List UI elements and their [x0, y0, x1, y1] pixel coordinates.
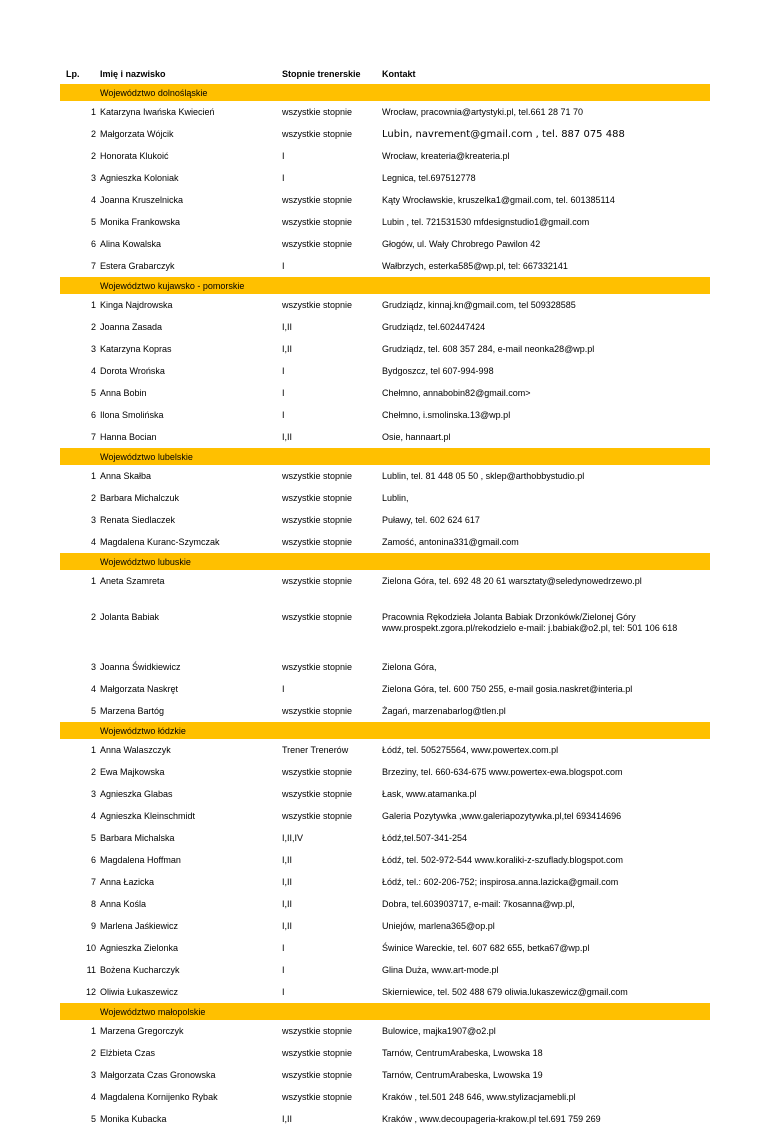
- row-number: 2: [90, 322, 96, 332]
- row-number: 4: [90, 1092, 96, 1102]
- row-number: 1: [90, 1026, 96, 1036]
- row-number: 6: [90, 410, 96, 420]
- trainer-contact: Łódź, tel. 505275564, www.powertex.com.pl: [382, 745, 559, 755]
- row-number: 4: [90, 366, 96, 376]
- trainer-degrees: I,II: [282, 921, 293, 931]
- trainer-contact: Zamość, antonina331@gmail.com: [382, 537, 519, 547]
- table-row: [60, 316, 710, 338]
- region-label: Województwo lubuskie: [100, 557, 191, 567]
- trainer-contact: Galeria Pozytywka ,www.galeriapozytywka.pl,tel 693414696: [382, 811, 622, 821]
- trainer-degrees: wszystkie stopnie: [282, 767, 353, 777]
- trainer-name: Monika Frankowska: [100, 217, 181, 227]
- trainer-name: Małgorzata Czas Gronowska: [100, 1070, 216, 1080]
- trainer-contact: Dobra, tel.603903717, e-mail: 7kosanna@wp.pl,: [382, 899, 575, 909]
- trainer-name: Joanna Zasada: [100, 322, 163, 332]
- trainer-contact: Lubin , tel. 721531530 mfdesignstudio1@gmail.com: [382, 217, 590, 227]
- table-row: [60, 1086, 710, 1108]
- trainer-degrees: I: [282, 173, 285, 183]
- row-number: 2: [90, 151, 96, 161]
- trainer-name: Barbara Michalczuk: [100, 493, 180, 503]
- trainer-name: Anna Walaszczyk: [100, 745, 171, 755]
- trainer-contact: Zielona Góra, tel. 692 48 20 61 warsztaty@seledynowedrzewo.pl: [382, 576, 642, 586]
- trainer-contact: Bulowice, majka1907@o2.pl: [382, 1026, 496, 1036]
- trainer-degrees: wszystkie stopnie: [282, 471, 353, 481]
- trainer-degrees: I,II: [282, 344, 293, 354]
- trainer-contact: Lublin,: [382, 493, 409, 503]
- trainer-name: Hanna Bocian: [100, 432, 157, 442]
- trainer-contact: Łódź, tel.: 602-206-752; inspirosa.anna.lazicka@gmail.com: [382, 877, 619, 887]
- table-row: [60, 606, 710, 656]
- trainer-name: Marzena Bartóg: [100, 706, 165, 716]
- trainer-contact: Bydgoszcz, tel 607-994-998: [382, 366, 494, 376]
- table-row: [60, 509, 710, 531]
- table-row: [60, 805, 710, 827]
- table-row: [60, 338, 710, 360]
- trainer-degrees: I,II: [282, 432, 293, 442]
- trainer-name: Ewa Majkowska: [100, 767, 165, 777]
- row-number: 1: [90, 107, 96, 117]
- trainer-name: Joanna Świdkiewicz: [100, 662, 181, 672]
- row-number: 7: [90, 261, 96, 271]
- table-header: [60, 62, 710, 84]
- row-number: 5: [90, 833, 96, 843]
- row-number: 3: [90, 662, 96, 672]
- region-header: [60, 277, 710, 294]
- row-number: 5: [90, 1114, 96, 1124]
- trainer-degrees: I,II: [282, 855, 293, 865]
- region-header: [60, 553, 710, 570]
- trainer-degrees: I: [282, 366, 285, 376]
- table-row: [60, 678, 710, 700]
- header-lp: Lp.: [66, 69, 80, 79]
- trainer-degrees: wszystkie stopnie: [282, 1048, 353, 1058]
- row-number: 7: [90, 432, 96, 442]
- table-row: [60, 1020, 710, 1042]
- header-contact: Kontakt: [382, 69, 416, 79]
- trainer-contact: Głogów, ul. Wały Chrobrego Pawilon 42: [382, 239, 541, 249]
- trainer-name: Joanna Kruszelnicka: [100, 195, 184, 205]
- row-number: 3: [90, 1070, 96, 1080]
- trainer-contact: Chełmno, i.smolinska.13@wp.pl: [382, 410, 511, 420]
- table-row: [60, 487, 710, 509]
- table-row: [60, 531, 710, 553]
- trainer-contact: Puławy, tel. 602 624 617: [382, 515, 480, 525]
- trainer-degrees: wszystkie stopnie: [282, 537, 353, 547]
- trainer-name: Marzena Gregorczyk: [100, 1026, 184, 1036]
- row-number: 3: [90, 515, 96, 525]
- trainer-degrees: wszystkie stopnie: [282, 107, 353, 117]
- table-row: [60, 465, 710, 487]
- table-row: [60, 849, 710, 871]
- table-row: [60, 145, 710, 167]
- trainer-degrees: wszystkie stopnie: [282, 612, 353, 622]
- trainer-degrees: wszystkie stopnie: [282, 576, 353, 586]
- trainer-contact: Grudziądz, tel. 608 357 284, e-mail neonka28@wp.pl: [382, 344, 595, 354]
- trainer-degrees: I,II: [282, 322, 293, 332]
- trainer-name: Monika Kubacka: [100, 1114, 167, 1124]
- trainer-contact: Pracownia Rękodzieła Jolanta Babiak Drzonkówk/Zielonej Góry www.prospekt.zgora.pl/rekodzielo e-mail: j.babiak@o2.pl, tel: 501 106 618: [382, 612, 678, 633]
- row-number: 3: [90, 344, 96, 354]
- trainer-name: Agnieszka Koloniak: [100, 173, 179, 183]
- row-number: 2: [90, 612, 96, 622]
- table-row: [60, 827, 710, 849]
- trainer-contact: Osie, hannaart.pl: [382, 432, 451, 442]
- table-row: [60, 700, 710, 722]
- table-row: [60, 981, 710, 1003]
- trainer-degrees: wszystkie stopnie: [282, 129, 353, 139]
- header-name: Imię i nazwisko: [100, 69, 166, 79]
- trainer-name: Marlena Jaśkiewicz: [100, 921, 179, 931]
- trainer-contact: Skierniewice, tel. 502 488 679 oliwia.lukaszewicz@gmail.com: [382, 987, 628, 997]
- table-row: [60, 783, 710, 805]
- trainer-contact: Lubin, navrement@gmail.com , tel. 887 075 488: [382, 129, 625, 140]
- trainer-contact: Łódź,tel.507-341-254: [382, 833, 468, 843]
- row-number: 4: [90, 537, 96, 547]
- trainer-contact: Żagań, marzenabarlog@tlen.pl: [382, 706, 506, 716]
- trainer-degrees: wszystkie stopnie: [282, 1070, 353, 1080]
- table-row: [60, 1042, 710, 1064]
- row-number: 1: [90, 300, 96, 310]
- trainer-contact: Tarnów, CentrumArabeska, Lwowska 18: [382, 1048, 543, 1058]
- table-row: [60, 404, 710, 426]
- region-header: [60, 1003, 710, 1020]
- trainer-name: Agnieszka Glabas: [100, 789, 173, 799]
- trainers-table: [60, 62, 710, 1130]
- trainer-name: Anna Łazicka: [100, 877, 155, 887]
- trainer-name: Honorata Klukoić: [100, 151, 169, 161]
- trainer-degrees: I: [282, 388, 285, 398]
- row-number: 5: [90, 706, 96, 716]
- trainer-contact: Łódź, tel. 502-972-544 www.koraliki-z-szuflady.blogspot.com: [382, 855, 623, 865]
- trainer-contact: Chełmno, annabobin82@gmail.com>: [382, 388, 531, 398]
- trainer-degrees: I: [282, 261, 285, 271]
- row-number: 6: [90, 855, 96, 865]
- region-label: Województwo lubelskie: [100, 452, 193, 462]
- table-row: [60, 101, 710, 123]
- trainer-contact: Brzeziny, tel. 660-634-675 www.powertex-ewa.blogspot.com: [382, 767, 623, 777]
- trainer-degrees: I,II,IV: [282, 833, 304, 843]
- trainer-degrees: I,II: [282, 1114, 293, 1124]
- row-number: 8: [90, 899, 96, 909]
- row-number: 1: [90, 576, 96, 586]
- trainer-name: Jolanta Babiak: [100, 612, 160, 622]
- table-row: [60, 739, 710, 761]
- table-row: [60, 123, 710, 145]
- trainer-contact: Lublin, tel. 81 448 05 50 , sklep@arthobbystudio.pl: [382, 471, 585, 481]
- trainer-contact: Wrocław, kreateria@kreateria.pl: [382, 151, 510, 161]
- trainer-contact: Glina Duża, www.art-mode.pl: [382, 965, 499, 975]
- region-header: [60, 722, 710, 739]
- row-number: 2: [90, 493, 96, 503]
- trainer-degrees: I: [282, 151, 285, 161]
- trainer-degrees: wszystkie stopnie: [282, 493, 353, 503]
- trainer-degrees: wszystkie stopnie: [282, 811, 353, 821]
- trainer-degrees: wszystkie stopnie: [282, 662, 353, 672]
- region-header: [60, 448, 710, 465]
- trainer-name: Magdalena Kornijenko Rybak: [100, 1092, 218, 1102]
- region-label: Województwo łódzkie: [100, 726, 186, 736]
- trainer-contact: Legnica, tel.697512778: [382, 173, 476, 183]
- trainer-name: Bożena Kucharczyk: [100, 965, 180, 975]
- trainer-name: Anna Kośla: [100, 899, 147, 909]
- trainer-name: Magdalena Hoffman: [100, 855, 181, 865]
- table-row: [60, 893, 710, 915]
- trainer-degrees: I,II: [282, 899, 293, 909]
- trainer-degrees: Trener Trenerów: [282, 745, 349, 755]
- trainer-degrees: wszystkie stopnie: [282, 1092, 353, 1102]
- row-number: 2: [90, 767, 96, 777]
- region-label: Województwo małopolskie: [100, 1007, 206, 1017]
- trainer-name: Magdalena Kuranc-Szymczak: [100, 537, 220, 547]
- row-number: 4: [90, 811, 96, 821]
- trainer-degrees: I: [282, 987, 285, 997]
- row-number: 7: [90, 877, 96, 887]
- trainer-contact: Kraków , www.decoupageria-krakow.pl tel.691 759 269: [382, 1114, 601, 1124]
- region-label: Województwo dolnośląskie: [100, 88, 208, 98]
- table-row: [60, 1064, 710, 1086]
- row-number: 3: [90, 789, 96, 799]
- region-header: [60, 84, 710, 101]
- trainer-name: Katarzyna Iwańska Kwiecień: [100, 107, 215, 117]
- trainer-degrees: wszystkie stopnie: [282, 789, 353, 799]
- region-label: Województwo kujawsko - pomorskie: [100, 281, 245, 291]
- trainer-degrees: wszystkie stopnie: [282, 300, 353, 310]
- table-row: [60, 233, 710, 255]
- trainer-contact: Wrocław, pracownia@artystyki.pl, tel.661 28 71 70: [382, 107, 584, 117]
- table-row: [60, 871, 710, 893]
- trainer-contact: Kraków , tel.501 248 646, www.stylizacjamebli.pl: [382, 1092, 576, 1102]
- trainer-degrees: wszystkie stopnie: [282, 1026, 353, 1036]
- trainer-contact: Wałbrzych, esterka585@wp.pl, tel: 667332141: [382, 261, 568, 271]
- trainer-name: Barbara Michalska: [100, 833, 175, 843]
- table-row: [60, 1108, 710, 1130]
- trainer-name: Aneta Szamreta: [100, 576, 165, 586]
- trainer-contact: Grudziądz, tel.602447424: [382, 322, 486, 332]
- trainer-name: Elżbieta Czas: [100, 1048, 156, 1058]
- row-number: 4: [90, 684, 96, 694]
- table-row: [60, 570, 710, 606]
- header-degrees: Stopnie trenerskie: [282, 69, 361, 79]
- trainer-degrees: wszystkie stopnie: [282, 217, 353, 227]
- row-number: 3: [90, 173, 96, 183]
- trainer-contact: Zielona Góra, tel. 600 750 255, e-mail gosia.naskret@interia.pl: [382, 684, 633, 694]
- table-body: [60, 84, 710, 1130]
- table-row: [60, 761, 710, 783]
- row-number: 4: [90, 195, 96, 205]
- trainer-contact: Uniejów, marlena365@op.pl: [382, 921, 495, 931]
- table-row: [60, 211, 710, 233]
- row-number: 6: [90, 239, 96, 249]
- trainer-contact: Świnice Wareckie, tel. 607 682 655, betka67@wp.pl: [382, 943, 590, 953]
- trainer-contact: Tarnów, CentrumArabeska, Lwowska 19: [382, 1070, 543, 1080]
- table-row: [60, 167, 710, 189]
- table-row: [60, 426, 710, 448]
- table-row: [60, 360, 710, 382]
- trainer-degrees: wszystkie stopnie: [282, 239, 353, 249]
- trainer-name: Małgorzata Naskręt: [100, 684, 179, 694]
- row-number: 10: [85, 943, 96, 953]
- trainer-name: Agnieszka Zielonka: [100, 943, 179, 953]
- trainer-contact: Grudziądz, kinnaj.kn@gmail.com, tel 509328585: [382, 300, 576, 310]
- trainer-degrees: wszystkie stopnie: [282, 515, 353, 525]
- table-row: [60, 294, 710, 316]
- table-row: [60, 382, 710, 404]
- table-row: [60, 189, 710, 211]
- trainer-degrees: I,II: [282, 877, 293, 887]
- row-number: 11: [86, 965, 96, 975]
- table-row: [60, 959, 710, 981]
- trainer-contact: Łask, www.atamanka.pl: [382, 789, 477, 799]
- trainer-contact: Zielona Góra,: [382, 662, 437, 672]
- trainer-name: Oliwia Łukaszewicz: [100, 987, 179, 997]
- row-number: 2: [90, 1048, 96, 1058]
- table-row: [60, 656, 710, 678]
- row-number: 5: [90, 388, 96, 398]
- trainer-degrees: wszystkie stopnie: [282, 195, 353, 205]
- trainer-degrees: I: [282, 684, 285, 694]
- trainer-name: Ilona Smolińska: [100, 410, 164, 420]
- trainer-name: Dorota Wrońska: [100, 366, 165, 376]
- row-number: 1: [90, 471, 96, 481]
- trainer-name: Katarzyna Kopras: [100, 344, 172, 354]
- trainer-name: Renata Siedlaczek: [100, 515, 176, 525]
- trainer-name: Anna Bobin: [100, 388, 147, 398]
- trainer-name: Alina Kowalska: [100, 239, 162, 249]
- row-number: 1: [90, 745, 96, 755]
- trainer-degrees: I: [282, 943, 285, 953]
- trainer-name: Małgorzata Wójcik: [100, 129, 174, 139]
- row-number: 5: [90, 217, 96, 227]
- trainer-contact: Kąty Wrocławskie, kruszelka1@gmail.com, tel. 601385114: [382, 195, 615, 205]
- trainer-name: Kinga Najdrowska: [100, 300, 173, 310]
- row-number: 9: [90, 921, 96, 931]
- trainer-degrees: wszystkie stopnie: [282, 706, 353, 716]
- table-row: [60, 915, 710, 937]
- table-row: [60, 255, 710, 277]
- table-row: [60, 937, 710, 959]
- trainer-name: Anna Skałba: [100, 471, 152, 481]
- row-number: 12: [85, 987, 96, 997]
- row-number: 2: [90, 129, 96, 139]
- trainer-degrees: I: [282, 410, 285, 420]
- trainer-name: Agnieszka Kleinschmidt: [100, 811, 196, 821]
- trainer-name: Estera Grabarczyk: [100, 261, 175, 271]
- trainer-degrees: I: [282, 965, 285, 975]
